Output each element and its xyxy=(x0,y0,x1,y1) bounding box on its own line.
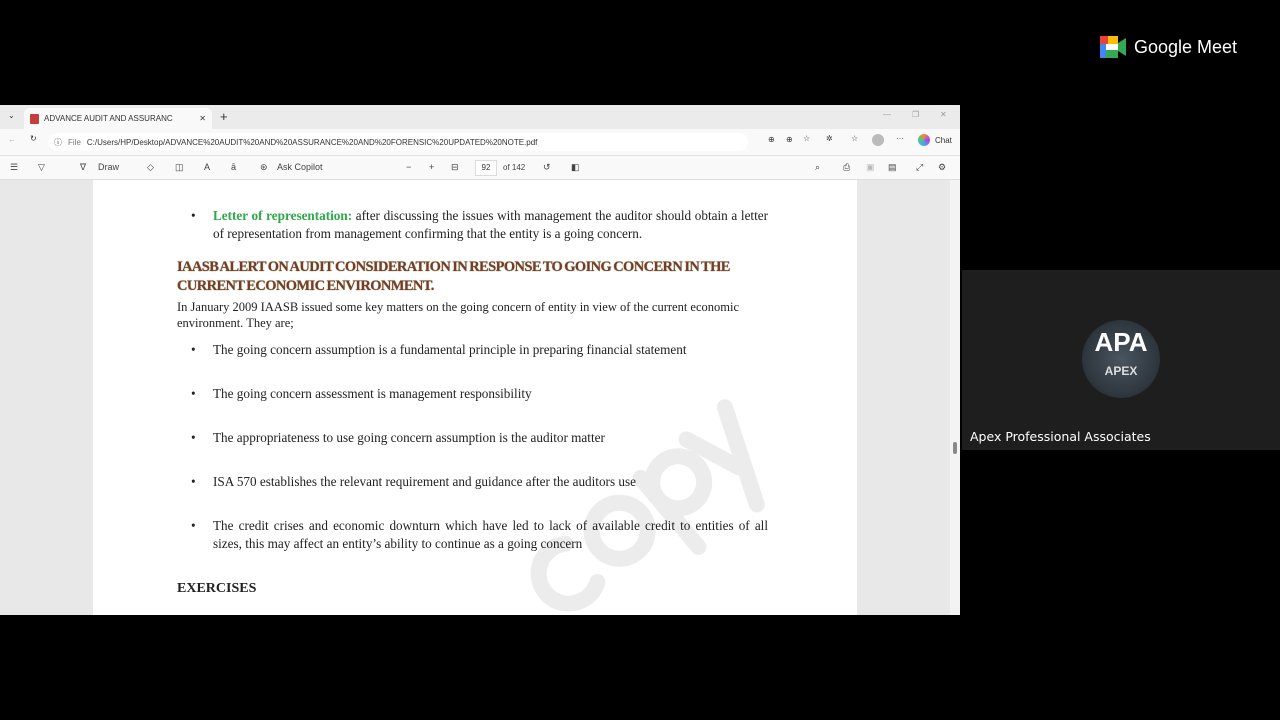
list-item: • The credit crises and economic downturn which have led to lack of available credit to entities of all sizes, this may affect an entity’s ability to continue as a going concern xyxy=(213,517,768,553)
google-meet-icon xyxy=(1100,36,1126,58)
search-icon[interactable]: ⌕ xyxy=(815,162,821,172)
page-total: of 142 xyxy=(503,163,526,172)
translate-text-icon[interactable]: ā xyxy=(231,162,237,172)
list-item xyxy=(213,207,768,243)
pdf-viewer xyxy=(0,180,960,615)
copilot-icon[interactable]: ⊛ xyxy=(260,162,268,172)
tab-title: ADVANCE AUDIT AND ASSURANC xyxy=(44,114,173,123)
ask-copilot-button[interactable]: Ask Copilot xyxy=(277,162,323,172)
tab-pdf[interactable] xyxy=(24,108,212,129)
participant-tile[interactable] xyxy=(962,270,1280,450)
list-item: • The going concern assumption is a fundamental principle in preparing financial statement xyxy=(213,341,768,359)
pdf-page xyxy=(93,180,857,615)
list-item: • ISA 570 establishes the relevant requirement and guidance after the auditors use xyxy=(213,473,768,491)
text-box-icon[interactable]: ◫ xyxy=(175,162,184,172)
zoom-in-icon[interactable]: + xyxy=(429,162,435,172)
favorite-icon[interactable]: ☆ xyxy=(803,134,811,143)
bullet-lead: Letter of representation: xyxy=(213,208,353,223)
address-bar xyxy=(0,129,960,155)
fit-page-icon[interactable]: ⊟ xyxy=(451,162,459,172)
highlight-icon[interactable]: ▽ xyxy=(38,162,45,172)
tab-bar xyxy=(0,105,960,129)
intro-paragraph: In January 2009 IAASB issued some key matters on the going concern of entity in view of the current economic environment. They are; xyxy=(177,300,740,330)
read-aloud-icon[interactable]: A xyxy=(204,162,211,172)
google-meet-brand xyxy=(1100,36,1237,58)
url-text: C:/Users/HP/Desktop/ADVANCE%20AUDIT%20AND%20ASSURANCE%20AND%20FORENSIC%20UPDATED%20NOTE.pdf xyxy=(86,137,538,147)
rotate-icon[interactable]: ↺ xyxy=(543,162,551,172)
draw-button[interactable]: Draw xyxy=(98,162,120,172)
eraser-icon[interactable]: ◇ xyxy=(147,162,154,172)
fullscreen-icon[interactable]: ⤢ xyxy=(916,162,924,172)
list-item: • The going concern assessment is management responsibility xyxy=(213,385,768,403)
contents-icon[interactable]: ☰ xyxy=(10,162,19,172)
extensions-icon[interactable]: ✲ xyxy=(826,134,833,143)
pdf-icon xyxy=(30,114,39,124)
scrollbar[interactable] xyxy=(950,180,960,615)
logo-text: APA xyxy=(1094,327,1148,357)
close-tab-icon[interactable]: ✕ xyxy=(199,114,206,123)
zoom-out-icon[interactable]: − xyxy=(406,162,412,172)
pdf-toolbar xyxy=(0,155,960,180)
page-number-input[interactable]: 92 xyxy=(475,160,497,176)
meet-brand-text: Google Meet xyxy=(1134,36,1238,57)
profile-avatar[interactable] xyxy=(872,134,884,146)
restore-icon[interactable]: ❐ xyxy=(912,110,920,119)
logo-subtext: APEX xyxy=(1104,364,1138,378)
list-item: • The appropriateness to use going concern assumption is the auditor matter xyxy=(213,429,768,447)
close-window-icon[interactable]: ✕ xyxy=(940,110,947,119)
participant-name: Apex Professional Associates xyxy=(970,429,1151,444)
draw-icon[interactable]: ∇ xyxy=(80,162,87,172)
save-as-icon[interactable]: ▤ xyxy=(888,162,897,172)
participant-logo xyxy=(1082,320,1160,398)
chat-button[interactable]: Chat xyxy=(935,136,952,145)
save-icon[interactable]: ▣ xyxy=(866,162,875,172)
more-icon[interactable]: ··· xyxy=(896,134,904,143)
minimize-icon[interactable]: — xyxy=(883,110,891,119)
back-icon[interactable]: ← xyxy=(8,135,16,144)
scrollbar-thumb[interactable] xyxy=(953,442,957,454)
tab-list-chevron-icon[interactable]: ⌄ xyxy=(8,111,15,120)
refresh-icon[interactable]: ↻ xyxy=(30,134,37,143)
print-icon[interactable]: ⎙ xyxy=(843,162,851,172)
url-field[interactable] xyxy=(48,133,748,151)
bullet-text: after discussing the issues with management the auditor should obtain a letter of representation from management confirming that the entity is a going concern. xyxy=(213,208,768,241)
section-heading: IAASB ALERT ON AUDIT CONSIDERATION IN RESPONSE TO GOING CONCERN IN THE CURRENT ECONOMIC ENVIRONMENT. xyxy=(177,259,730,294)
url-prefix: File xyxy=(68,137,81,147)
zoom-icon[interactable]: ⊕ xyxy=(786,135,793,144)
favorites-icon[interactable]: ☆ xyxy=(851,134,859,143)
translate-icon[interactable]: ⊕ xyxy=(768,135,775,144)
exercises-heading: EXERCISES xyxy=(177,581,257,596)
settings-icon[interactable]: ⚙ xyxy=(938,162,947,172)
info-icon: ⓘ xyxy=(54,137,62,147)
copilot-icon[interactable] xyxy=(918,134,930,146)
browser-window xyxy=(0,105,960,615)
page-text xyxy=(93,180,793,597)
page-view-icon[interactable]: ◧ xyxy=(571,162,580,172)
new-tab-icon[interactable]: + xyxy=(220,109,228,124)
